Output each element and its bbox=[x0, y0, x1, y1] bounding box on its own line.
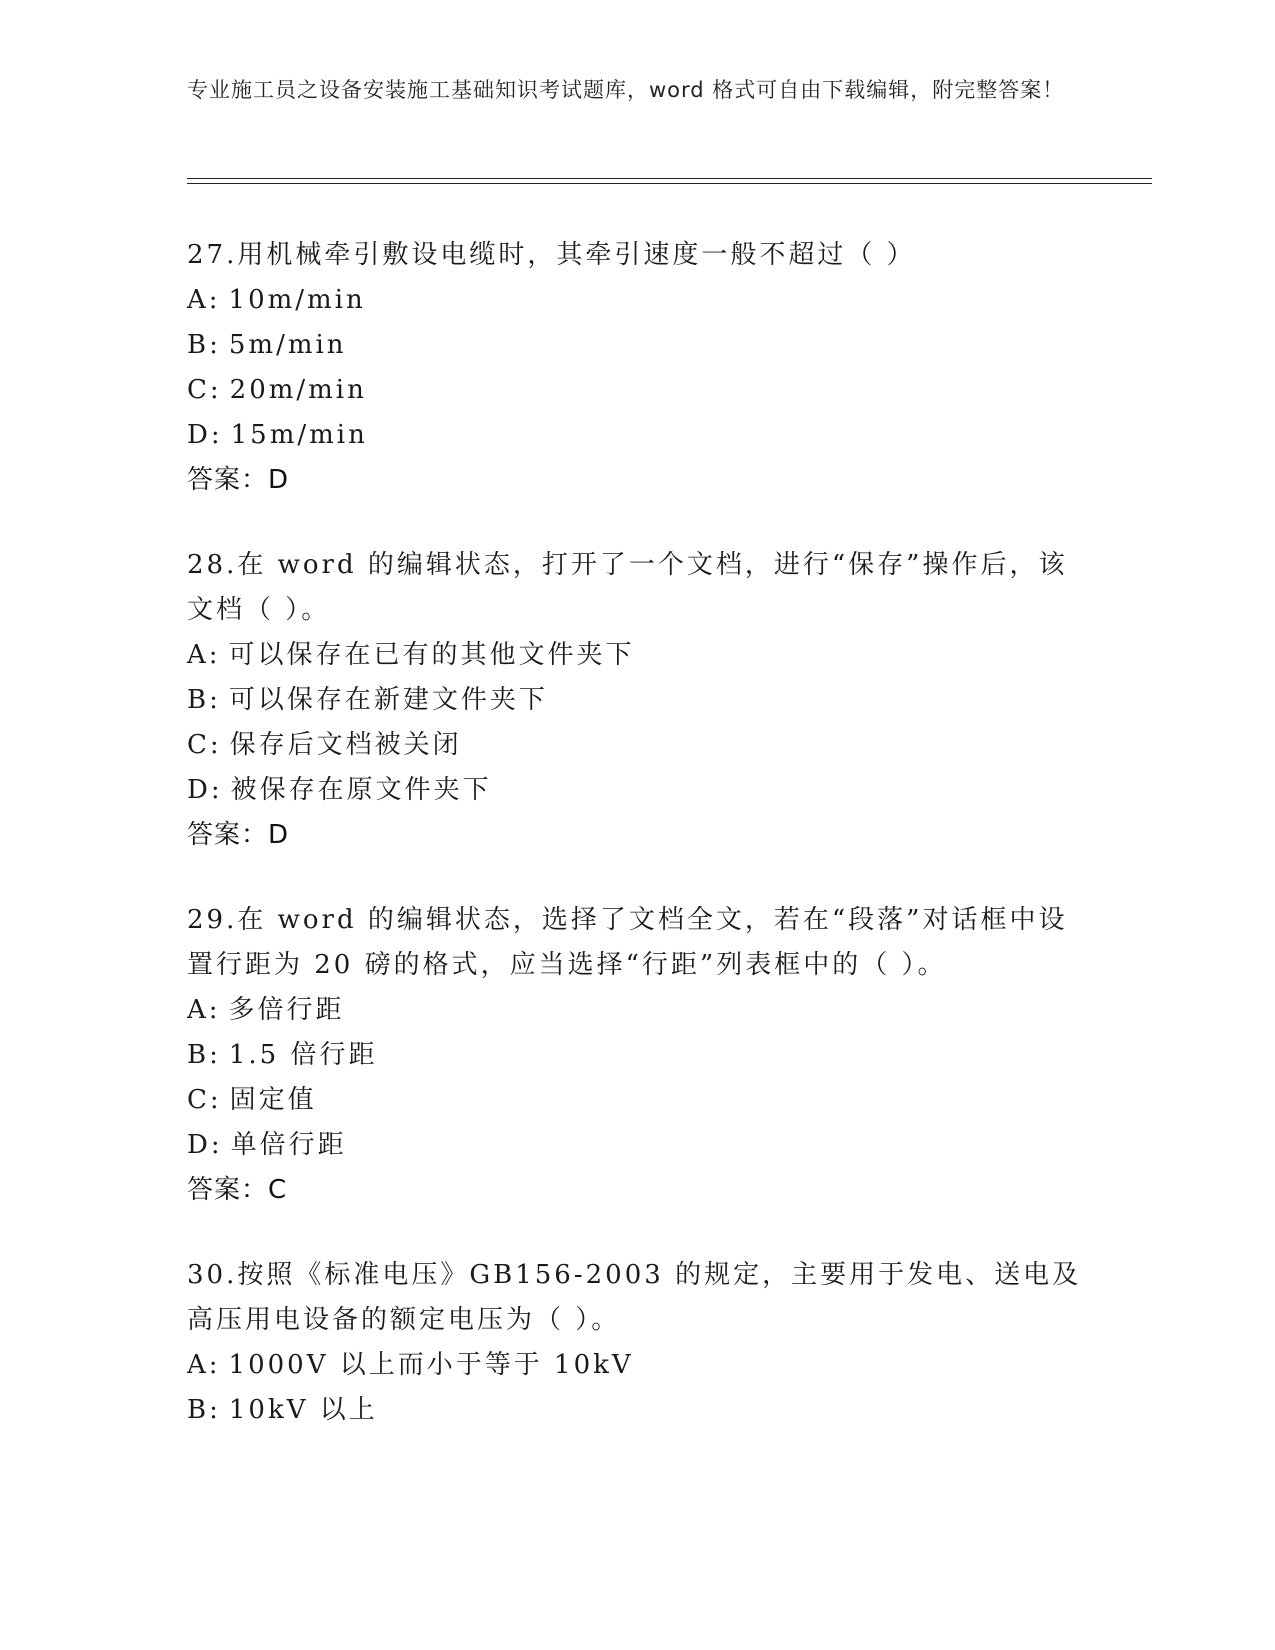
question-27 bbox=[187, 233, 1087, 503]
header-divider-top bbox=[187, 178, 1152, 179]
option-c bbox=[187, 368, 1087, 413]
question-28 bbox=[187, 543, 1087, 858]
option-label: C: bbox=[187, 375, 222, 405]
option-label: A: bbox=[187, 1350, 221, 1380]
option-text: 20m/min bbox=[229, 375, 367, 405]
option-text: 可以保存在已有的其他文件夹下 bbox=[228, 640, 635, 670]
option-text: 5m/min bbox=[228, 330, 347, 360]
document-header: 专业施工员之设备安装施工基础知识考试题库，word 格式可自由下载编辑，附完整答案！ bbox=[187, 78, 1065, 102]
question-30 bbox=[187, 1253, 1087, 1433]
option-a bbox=[187, 988, 1087, 1033]
answer-line: 答案：C bbox=[187, 1175, 288, 1205]
answer-line: 答案：D bbox=[187, 820, 290, 850]
option-a bbox=[187, 278, 1087, 323]
option-label: D: bbox=[187, 1130, 223, 1160]
option-text: 被保存在原文件夹下 bbox=[230, 775, 492, 805]
option-text: 10m/min bbox=[228, 285, 366, 315]
option-label: A: bbox=[187, 995, 221, 1025]
question-stem: 30.按照《标准电压》GB156-2003 的规定，主要用于发电、送电及高压用电设备的额定电压为（ ）。 bbox=[187, 1260, 1082, 1335]
answer-line: 答案：D bbox=[187, 465, 290, 495]
option-label: D: bbox=[187, 775, 223, 805]
question-stem: 29.在 word 的编辑状态，选择了文档全文，若在“段落”对话框中设置行距为 20 磅的格式，应当选择“行距”列表框中的（ ）。 bbox=[187, 905, 1068, 980]
option-b bbox=[187, 678, 1087, 723]
option-label: B: bbox=[187, 1040, 221, 1070]
option-d bbox=[187, 768, 1087, 813]
option-text: 1.5 倍行距 bbox=[228, 1040, 378, 1070]
question-stem: 28.在 word 的编辑状态，打开了一个文档，进行“保存”操作后，该文档（ ）。 bbox=[187, 550, 1068, 625]
option-text: 15m/min bbox=[230, 420, 368, 450]
option-label: B: bbox=[187, 1395, 221, 1425]
option-c bbox=[187, 723, 1087, 768]
option-text: 可以保存在新建文件夹下 bbox=[228, 685, 548, 715]
question-list bbox=[187, 233, 1087, 1473]
option-text: 单倍行距 bbox=[230, 1130, 347, 1160]
option-text: 多倍行距 bbox=[228, 995, 345, 1025]
option-b bbox=[187, 1388, 1087, 1433]
option-d bbox=[187, 413, 1087, 458]
option-label: B: bbox=[187, 685, 221, 715]
option-b bbox=[187, 323, 1087, 368]
option-label: A: bbox=[187, 285, 221, 315]
option-label: D: bbox=[187, 420, 223, 450]
option-label: C: bbox=[187, 1085, 222, 1115]
option-label: C: bbox=[187, 730, 222, 760]
option-text: 10kV 以上 bbox=[228, 1395, 378, 1425]
option-a bbox=[187, 1343, 1087, 1388]
option-text: 固定值 bbox=[229, 1085, 317, 1115]
option-text: 保存后文档被关闭 bbox=[229, 730, 462, 760]
question-stem: 27.用机械牵引敷设电缆时，其牵引速度一般不超过（ ） bbox=[187, 240, 916, 270]
option-text: 1000V 以上而小于等于 10kV bbox=[228, 1350, 634, 1380]
option-label: A: bbox=[187, 640, 221, 670]
option-b bbox=[187, 1033, 1087, 1078]
header-divider-bottom bbox=[187, 183, 1152, 184]
option-c bbox=[187, 1078, 1087, 1123]
option-label: B: bbox=[187, 330, 221, 360]
question-29 bbox=[187, 898, 1087, 1213]
option-a bbox=[187, 633, 1087, 678]
option-d bbox=[187, 1123, 1087, 1168]
